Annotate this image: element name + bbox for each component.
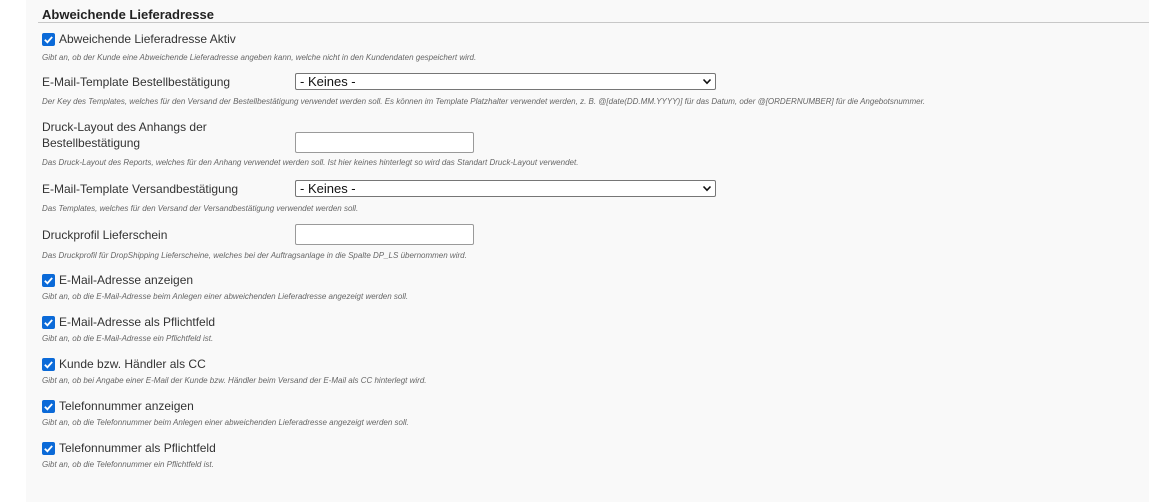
section-title: Abweichende Lieferadresse: [42, 7, 214, 22]
email-required-hint: Gibt an, ob die E-Mail-Adresse ein Pflichtfeld ist.: [42, 334, 214, 343]
show-phone-checkbox[interactable]: [42, 400, 55, 413]
order-template-hint: Der Key des Templates, welches für den Versand der Bestellbestätigung verwendet werden soll. Es können im Template Platzhalter verwendet werden, z. B. @[date(DD.MM.YYYY)] für das Datum, oder @[ORDERNUMBER] für die Angebotsnummer.: [42, 97, 926, 106]
phone-required-checkbox[interactable]: [42, 442, 55, 455]
email-required-checkbox[interactable]: [42, 316, 55, 329]
show-phone-label: Telefonnummer anzeigen: [59, 399, 194, 413]
print-profile-label: Druckprofil Lieferschein: [42, 228, 168, 242]
cc-checkbox[interactable]: [42, 358, 55, 371]
show-email-hint: Gibt an, ob die E-Mail-Adresse beim Anlegen einer abweichenden Lieferadresse angezeigt werden soll.: [42, 292, 409, 301]
order-template-select[interactable]: [295, 73, 716, 90]
cc-label: Kunde bzw. Händler als CC: [59, 357, 206, 371]
active-checkbox[interactable]: [42, 33, 55, 46]
shipping-template-hint: Das Templates, welches für den Versand der Versandbestätigung verwendet werden soll.: [42, 204, 359, 213]
checkmark-icon: [43, 275, 54, 286]
print-layout-label-line1: Druck-Layout des Anhangs der: [42, 120, 207, 134]
email-required-label: E-Mail-Adresse als Pflichtfeld: [59, 315, 216, 329]
phone-required-hint: Gibt an, ob die Telefonnummer ein Pflichtfeld ist.: [42, 460, 214, 469]
chevron-down-icon: [702, 184, 712, 193]
show-phone-hint: Gibt an, ob die Telefonnummer beim Anlegen einer abweichenden Lieferadresse angezeigt werden soll.: [42, 418, 409, 427]
print-profile-hint: Das Druckprofil für DropShipping Lieferscheine, welches bei der Auftragsanlage in die Spalte DP_LS übernommen wird.: [42, 251, 467, 260]
chevron-down-icon: [702, 77, 712, 86]
print-profile-input[interactable]: [295, 224, 474, 245]
show-email-checkbox[interactable]: [42, 274, 55, 287]
order-template-value: - Keines -: [300, 74, 356, 89]
checkmark-icon: [43, 443, 54, 454]
active-hint: Gibt an, ob der Kunde eine Abweichende Lieferadresse angeben kann, welche nicht in den Kundendaten gespeichert wird.: [42, 53, 477, 62]
print-layout-hint: Das Druck-Layout des Reports, welches für den Anhang verwendet werden soll. Ist hier keines hinterlegt so wird das Standart Druck-Layout verwendet.: [42, 158, 579, 167]
phone-required-label: Telefonnummer als Pflichtfeld: [59, 441, 216, 455]
show-email-label: E-Mail-Adresse anzeigen: [59, 273, 194, 287]
order-template-label: E-Mail-Template Bestellbestätigung: [42, 75, 231, 89]
section-divider: [38, 22, 1149, 23]
cc-hint: Gibt an, ob bei Angabe einer E-Mail der Kunde bzw. Händler beim Versand der E-Mail als CC hinterlegt wird.: [42, 376, 427, 385]
checkmark-icon: [43, 317, 54, 328]
checkmark-icon: [43, 34, 54, 45]
shipping-template-select[interactable]: [295, 180, 716, 197]
shipping-template-label: E-Mail-Template Versandbestätigung: [42, 182, 239, 196]
print-layout-input[interactable]: [295, 132, 474, 153]
checkmark-icon: [43, 359, 54, 370]
active-label: Abweichende Lieferadresse Aktiv: [59, 32, 236, 46]
print-layout-label-line2: Bestellbestätigung: [42, 136, 141, 150]
shipping-template-value: - Keines -: [300, 181, 356, 196]
checkmark-icon: [43, 401, 54, 412]
